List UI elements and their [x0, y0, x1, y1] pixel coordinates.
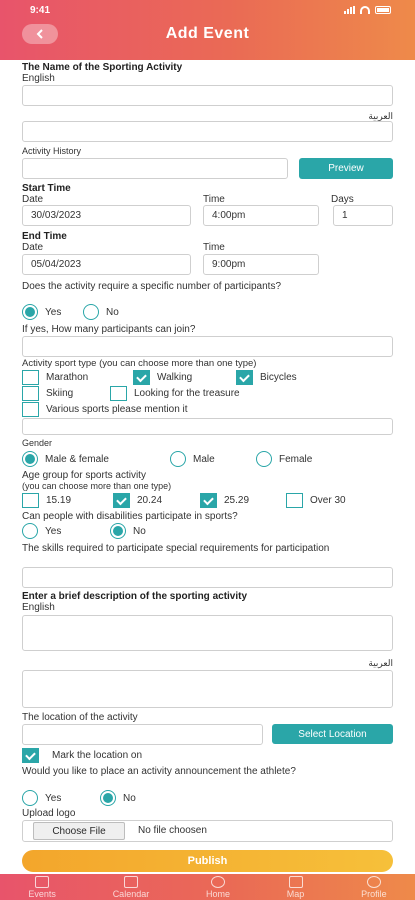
yes-label: Yes — [45, 525, 62, 537]
description-english-textarea[interactable] — [22, 615, 393, 651]
announcement-question: Would you like to place an activity announcement the athlete? — [22, 766, 296, 777]
publish-button[interactable]: Publish — [22, 850, 393, 872]
tab-calendar-label: Calendar — [112, 888, 150, 899]
map-icon — [289, 876, 303, 888]
tab-home-label: Home — [206, 888, 231, 899]
gender-male-radio[interactable] — [170, 451, 215, 467]
end-time-input[interactable]: 9:00pm — [203, 254, 319, 275]
home-icon — [211, 876, 225, 888]
age-25-29-checkbox[interactable] — [200, 493, 249, 508]
checkbox-off-icon — [110, 386, 127, 401]
age-25-29-label: 25.29 — [224, 495, 250, 506]
gender-label: Gender — [22, 438, 53, 448]
radio-off-icon — [22, 790, 38, 806]
tab-events[interactable] — [28, 876, 56, 899]
disability-yes-radio[interactable] — [22, 523, 61, 539]
page-title: Add Event — [165, 25, 250, 42]
sport-marathon-label: Marathon — [46, 372, 89, 383]
end-time-sublabel: Time — [203, 242, 225, 253]
days-input[interactable]: 1 — [333, 205, 393, 226]
events-icon — [35, 876, 49, 888]
tab-profile-label: Profile — [361, 888, 387, 899]
tab-home[interactable] — [206, 876, 230, 899]
no-label: No — [123, 792, 136, 804]
tab-events-label: Events — [28, 888, 56, 899]
sport-treasure-label: Looking for the treasure — [134, 388, 240, 399]
tab-calendar[interactable] — [113, 876, 150, 899]
checkbox-off-icon — [22, 370, 39, 385]
bottom-tab-bar — [0, 874, 415, 900]
end-time-label: End Time — [22, 231, 67, 242]
skills-question: The skills required to participate special requirements for participation — [22, 543, 330, 554]
age-group-label: Age group for sports activity — [22, 470, 146, 481]
radio-on-icon — [22, 451, 38, 467]
tab-map-label: Map — [286, 888, 305, 899]
checkbox-on-icon — [133, 370, 150, 385]
location-input[interactable] — [22, 724, 263, 745]
age-20-24-checkbox[interactable] — [113, 493, 162, 508]
skills-input[interactable] — [22, 567, 393, 588]
participants-count-input[interactable] — [22, 336, 393, 357]
status-bar — [0, 4, 415, 18]
description-arabic-textarea[interactable] — [22, 670, 393, 708]
description-arabic-label: العربية — [368, 658, 393, 668]
age-over-30-checkbox[interactable] — [286, 493, 346, 508]
checkbox-off-icon — [22, 402, 39, 417]
activity-name-english-input[interactable] — [22, 85, 393, 106]
radio-on-icon — [100, 790, 116, 806]
wifi-icon — [360, 6, 370, 14]
status-time: 9:41 — [30, 5, 51, 16]
gender-female-radio[interactable] — [256, 451, 312, 467]
mark-location-label: Mark the location on — [52, 750, 143, 761]
radio-off-icon — [256, 451, 272, 467]
checkbox-on-icon — [113, 493, 130, 508]
start-date-label: Date — [22, 194, 44, 205]
sport-bicycles-checkbox[interactable] — [236, 370, 297, 385]
upload-logo-label: Upload logo — [22, 808, 76, 819]
activity-history-input[interactable] — [22, 158, 288, 179]
preview-button[interactable]: Preview — [299, 158, 393, 179]
disability-no-radio[interactable] — [110, 523, 146, 539]
age-15-19-label: 15.19 — [46, 495, 72, 506]
signal-icon — [344, 6, 355, 14]
age-15-19-checkbox[interactable] — [22, 493, 71, 508]
activity-name-arabic-input[interactable] — [22, 121, 393, 142]
no-file-label: No file choosen — [138, 825, 207, 836]
gender-both-label: Male & female — [45, 453, 109, 465]
checkbox-on-icon — [236, 370, 253, 385]
sport-walking-checkbox[interactable] — [133, 370, 192, 385]
radio-off-icon — [22, 523, 38, 539]
participants-yes-radio[interactable] — [22, 304, 61, 320]
start-time-input[interactable]: 4:00pm — [203, 205, 319, 226]
gender-female-label: Female — [279, 453, 313, 465]
no-label: No — [133, 525, 146, 537]
choose-file-button[interactable]: Choose File — [33, 822, 125, 840]
start-time-sublabel: Time — [203, 194, 225, 205]
participants-no-radio[interactable] — [83, 304, 119, 320]
tab-profile[interactable] — [361, 876, 387, 899]
yes-label: Yes — [45, 792, 62, 804]
sport-bicycles-label: Bicycles — [260, 372, 297, 383]
calendar-icon — [124, 876, 138, 888]
disability-question: Can people with disabilities participate in sports? — [22, 511, 238, 522]
activity-name-label: The Name of the Sporting Activity — [22, 62, 183, 73]
end-date-label: Date — [22, 242, 44, 253]
yes-label: Yes — [45, 306, 62, 318]
arabic-label: العربية — [368, 111, 393, 121]
sport-various-checkbox[interactable] — [22, 402, 188, 417]
participants-count-question: If yes, How many participants can join? — [22, 324, 196, 335]
radio-off-icon — [170, 451, 186, 467]
checkbox-off-icon — [22, 386, 39, 401]
sport-marathon-checkbox[interactable] — [22, 370, 88, 385]
age-over-30-label: Over 30 — [310, 495, 346, 506]
location-label: The location of the activity — [22, 712, 138, 723]
sport-various-label: Various sports please mention it — [46, 404, 188, 415]
start-time-label: Start Time — [22, 183, 71, 194]
sport-walking-label: Walking — [157, 372, 193, 383]
checkbox-off-icon — [286, 493, 303, 508]
participants-question: Does the activity require a specific number of participants? — [22, 281, 282, 292]
checkbox-on-icon — [22, 748, 39, 763]
radio-on-icon — [22, 304, 38, 320]
days-label: Days — [331, 194, 354, 205]
mark-location-checkbox[interactable] — [22, 748, 142, 763]
age-20-24-label: 20.24 — [137, 495, 163, 506]
sport-other-input[interactable] — [22, 418, 393, 435]
battery-icon — [375, 6, 391, 14]
sport-skiing-label: Skiing — [46, 388, 74, 399]
select-location-button[interactable]: Select Location — [272, 724, 393, 744]
header-bar — [0, 0, 415, 60]
gender-both-radio[interactable] — [22, 451, 109, 467]
announcement-yes-radio[interactable] — [22, 790, 61, 806]
checkbox-on-icon — [200, 493, 217, 508]
age-group-hint: (you can choose more than one type) — [22, 481, 172, 491]
sport-type-label: Activity sport type (you can choose more than one type) — [22, 358, 257, 369]
start-date-input[interactable]: 30/03/2023 — [22, 205, 191, 226]
activity-history-label: Activity History — [22, 146, 82, 156]
radio-on-icon — [110, 523, 126, 539]
radio-off-icon — [83, 304, 99, 320]
description-label: Enter a brief description of the sporting activity — [22, 591, 248, 602]
end-date-input[interactable]: 05/04/2023 — [22, 254, 191, 275]
english-label: English — [22, 73, 55, 84]
no-label: No — [106, 306, 119, 318]
profile-icon — [367, 876, 381, 888]
sport-treasure-checkbox[interactable] — [110, 386, 240, 401]
sport-skiing-checkbox[interactable] — [22, 386, 73, 401]
description-english-label: English — [22, 602, 55, 613]
checkbox-off-icon — [22, 493, 39, 508]
announcement-no-radio[interactable] — [100, 790, 136, 806]
tab-map[interactable] — [287, 876, 305, 899]
gender-male-label: Male — [193, 453, 215, 465]
